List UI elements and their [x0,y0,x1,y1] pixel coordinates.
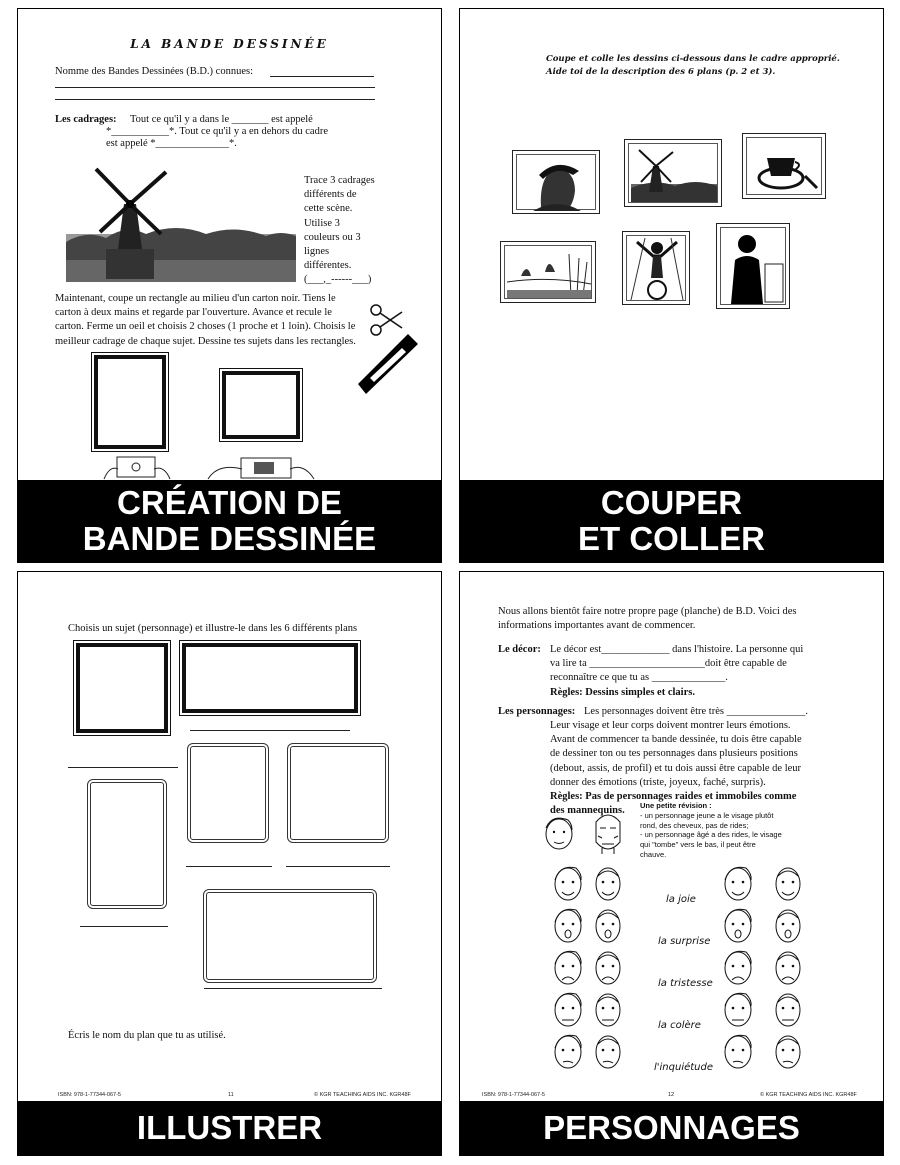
footer-copyright: © KGR TEACHING AIDS INC. KGR48F [314,1092,411,1098]
answer-line [286,866,390,867]
banner-line: ET COLLER [578,520,765,557]
plan-frame-2[interactable] [182,643,358,713]
emotion-face-icon [725,951,751,984]
paragraph-line: Le décor est_____________ dans l'histoire. La personne qui [550,644,804,655]
answer-line [55,87,375,88]
footer-page-number: 11 [228,1092,234,1098]
old-face-icon [590,808,626,856]
banner-line: PERSONNAGES [543,1109,800,1147]
paragraph-line: meilleur cadrage de chaque sujet. Dessine tes sujets dans les rectangles. [55,335,356,347]
drawing-rectangle-far[interactable] [222,371,300,439]
paragraph-line: (debout, assis, de profil) et tu dois aussi être capable de leur [550,762,802,774]
black-card-icon [358,334,418,394]
instruction-line: Aide toi de la description des 6 plans (p. 2 et 3). [546,66,776,77]
cadrages-text: *___________*. Tout ce qu'il y a en dehors du cadre [106,126,328,137]
answer-line [204,988,382,989]
panel-creation-bande-dessinee[interactable] [17,8,442,563]
trace-line: différents de [304,189,357,201]
cutout-windmill-image[interactable] [624,139,722,207]
paragraph-line: de dessiner ton ou tes personnages dans plusieurs positions [550,748,798,760]
emotion-face-icon [596,994,620,1026]
plan-frame-5[interactable] [90,782,164,906]
paragraph-line: Maintenant, coupe un rectangle au milieu d'un carton noir. Tiens le [55,293,336,304]
revision-line: qui "tombe" vers le bas, il peut être [640,840,756,849]
banner-illustrer [18,1101,441,1155]
question-text: Nomme des Bandes Dessinées (B.D.) connues: [55,66,254,77]
trace-instructions [304,174,375,287]
decor-label: Le décor: [498,644,541,655]
emotion-face-icon [776,868,800,900]
hands-holding-card-image [102,455,172,480]
drawing-rectangle-near[interactable] [94,355,166,449]
page-title: LA BANDE DESSINÉE [130,37,329,51]
footer-isbn: ISBN: 978-1-77344-067-5 [58,1092,121,1098]
maintenant-paragraph [55,292,385,349]
trace-line: cette scène. [304,203,353,215]
emotion-face-icon [725,993,751,1026]
emotion-face-icon [776,1036,800,1068]
paragraph-line: reconnaître ce que tu as ______________. [550,672,728,684]
emotion-face-icon [776,952,800,984]
emotion-face-icon [555,909,581,942]
paragraph-line: Avant de commencer ta bande dessinée, tu dois être capable [550,734,802,746]
footer-isbn: ISBN: 978-1-77344-067-5 [482,1092,545,1098]
scissors-icon [368,302,404,338]
plan-frame-1[interactable] [76,643,168,733]
cutout-silhouette-image[interactable] [716,223,790,309]
personnages-line-1: Les personnages doivent être très _______________. [584,706,808,717]
answer-line [80,926,168,927]
emotion-label-inquietude: l'inquiétude [654,1062,714,1073]
revision-line: rond, des cheveux, pas de rides; [640,820,749,830]
illustrer-bottom-text: Écris le nom du plan que tu as utilisé. [68,1030,226,1041]
trace-line: (___,_------___) [304,274,372,286]
paragraph-line: va lire ta ______________________doit être capable de [550,658,787,670]
decor-paragraph [550,643,803,700]
emotion-face-icon [596,952,620,984]
emotion-face-icon [776,994,800,1026]
cutout-cyclist-image[interactable] [622,231,690,305]
banner-line: ILLUSTRER [136,1109,323,1147]
emotion-label-joie: la joie [666,894,696,905]
personnages-rules: des mannequins. [550,805,625,817]
revision-line: - un personnage jeune a le visage plutôt [640,810,774,820]
trace-line: Trace 3 cadrages [304,175,375,186]
decor-rules: Règles: Dessins simples et clairs. [550,686,695,698]
emotion-label-surprise: la surprise [658,936,711,947]
answer-line [270,76,374,77]
emotion-label-tristesse: la tristesse [658,978,713,989]
banner-line: CRÉATION DE [117,484,342,522]
emotion-face-icon [725,1035,751,1068]
paragraph-line: carton. Ferme un oeil et choisis 2 choses (1 proche et 1 loin). Choisis le [55,321,356,333]
hands-holding-card-image [206,455,316,480]
footer-page-number: 12 [668,1092,675,1098]
windmill-scene-image [66,164,296,284]
emotion-face-icon [776,910,800,942]
paragraph-line: Leur visage et leur corps doivent montrer leurs émotions. [550,720,791,731]
cadrages-label: Les cadrages: [55,114,117,125]
trace-line: lignes [304,245,330,257]
paragraph-line: carton à deux mains et regarde par l'ouverture. Avance et recule le [55,307,332,319]
personnages-rules: Règles: Pas de personnages raides et immobiles comme [550,790,797,802]
footer-copyright: © KGR TEACHING AIDS INC. KGR48F [760,1092,857,1098]
paragraph-line: informations importantes avant de commencer. [498,620,696,632]
emotion-label-colere: la colère [658,1020,701,1031]
revision-line: chauve. [640,849,667,859]
panel-couper-et-coller[interactable] [459,8,884,563]
young-face-icon [542,812,576,852]
cutout-herons-image[interactable] [500,241,596,303]
emotion-face-icon [555,951,581,984]
plan-frame-6[interactable] [206,892,374,980]
banner-personnages [460,1101,883,1155]
revision-box [640,801,782,860]
personnages-label: Les personnages: [498,706,576,717]
cut-paste-instructions [546,53,840,79]
paragraph-line: Nous allons bientôt faire notre propre page (planche) de B.D. Voici des [498,606,797,617]
cadrages-text: est appelé *______________*. [106,138,237,149]
answer-line [186,866,272,867]
emotion-face-icon [596,1036,620,1068]
answer-line [68,767,178,768]
revision-title: Une petite révision : [640,801,712,810]
instruction-line: Coupe et colle les dessins ci-dessous dans le cadre approprié. [546,54,840,64]
paragraph-line: donner des émotions (triste, joyeux, faché, surpris). [550,776,766,788]
panel-personnages[interactable] [459,571,884,1156]
trace-line: couleurs ou 3 [304,231,361,243]
plan-frame-4[interactable] [290,746,386,840]
panel-illustrer[interactable] [17,571,442,1156]
emotion-face-icon [596,910,620,942]
emotion-face-icon [596,868,620,900]
trace-line: différentes. [304,260,352,272]
cutout-coffee-cup-image[interactable] [742,133,826,199]
banner-creation-bande-dessinee [18,480,441,562]
emotion-face-icon [555,867,581,900]
trace-line: Utilise 3 [304,217,340,229]
emotion-face-icon [725,909,751,942]
plan-frame-3[interactable] [190,746,266,840]
banner-line: BANDE DESSINÉE [82,520,377,557]
emotion-face-icon [555,1035,581,1068]
illustrer-instruction: Choisis un sujet (personnage) et illustre-le dans les 6 différents plans [68,623,358,634]
revision-line: - un personnage âgé a des rides, le visage [640,830,782,840]
cutout-face-image[interactable] [512,150,600,214]
banner-couper-et-coller [460,480,883,562]
emotion-face-icon [555,993,581,1026]
cadrages-text: Tout ce qu'il y a dans le _______ est appelé [130,114,313,125]
answer-line [55,99,375,100]
banner-line: COUPER [600,484,743,522]
intro-paragraph [498,605,797,633]
emotion-face-icon [725,867,751,900]
answer-line [190,730,350,731]
